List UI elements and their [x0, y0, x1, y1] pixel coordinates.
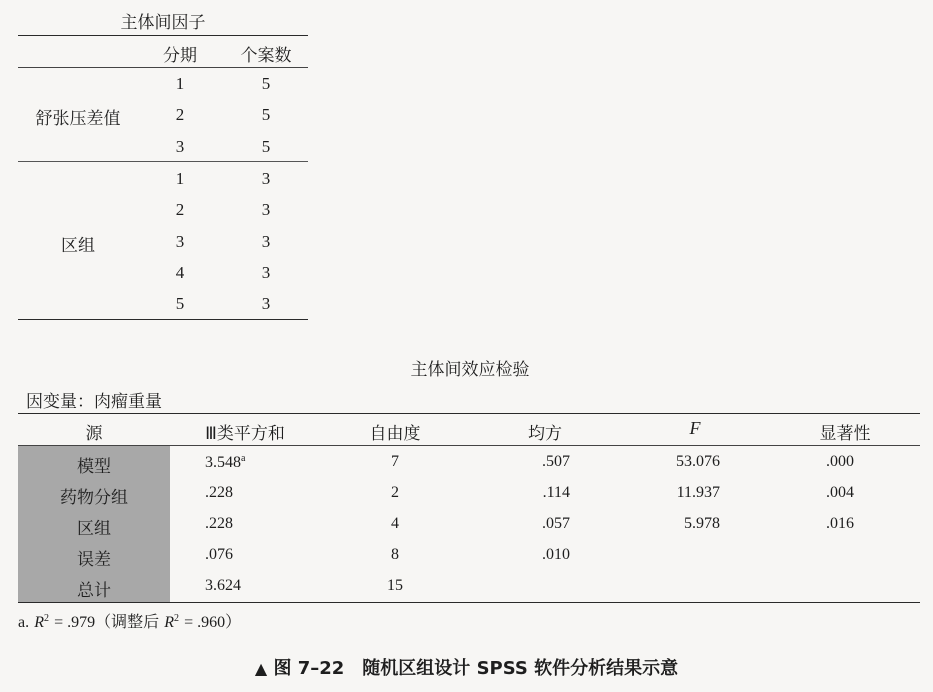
source-cell: 区组	[77, 519, 111, 539]
ss-cell: .076	[205, 546, 233, 563]
table1-period-cell: 5	[175, 294, 185, 313]
table1-header-period: 分期	[163, 46, 197, 66]
table1-group-rule	[18, 161, 308, 162]
table1-period-cell: 3	[175, 137, 185, 156]
table1-top-rule	[18, 35, 308, 36]
f-cell: 11.937	[676, 484, 720, 501]
table2-header-source: 源	[85, 424, 103, 444]
ms-cell: .507	[542, 453, 570, 470]
table2-bottom-rule	[18, 602, 920, 603]
df-cell: 2	[391, 484, 399, 501]
source-cell: 误差	[77, 550, 111, 570]
ms-cell: .114	[542, 484, 570, 501]
ss-cell: .228	[205, 484, 233, 501]
triangle-icon: ▲	[254, 659, 268, 678]
table2-top-rule	[18, 413, 920, 414]
table2-header-df: 自由度	[369, 424, 421, 444]
df-cell: 8	[391, 546, 399, 563]
source-cell: 模型	[77, 457, 111, 477]
table1-count-cell: 3	[261, 232, 271, 251]
table2-header-ms: 均方	[528, 424, 562, 444]
caption-text: 图 7–22 随机区组设计 SPSS 软件分析结果示意	[273, 658, 679, 679]
table2-header-f: F	[689, 418, 701, 438]
source-cell: 药物分组	[60, 488, 128, 508]
df-cell: 15	[387, 577, 403, 594]
dependent-variable-label: 因变量：肉瘤重量	[26, 392, 162, 412]
table1-period-cell: 4	[175, 263, 185, 282]
table1-header-rule	[18, 67, 308, 68]
table1-group-label: 舒张压差值	[35, 109, 121, 129]
df-cell: 7	[391, 453, 399, 470]
f-cell: 5.978	[684, 515, 720, 532]
table2-header-sig: 显著性	[819, 424, 871, 444]
r-squared-footnote: a. $R^2 = .979$（调整后 $R^2 = .960$）	[18, 612, 242, 631]
table1-period-cell: 3	[175, 232, 185, 251]
table1-count-cell: 5	[261, 137, 271, 156]
table1-count-cell: 5	[261, 105, 271, 124]
between-subjects-effects-title: 主体间效应检验	[410, 360, 530, 380]
table1-period-cell: 2	[175, 200, 185, 219]
f-cell: 53.076	[676, 453, 720, 470]
sig-cell: .004	[826, 484, 854, 501]
table1-count-cell: 3	[261, 263, 271, 282]
ss-cell: 3.548$^a$	[205, 453, 246, 471]
figure-caption	[0, 654, 933, 680]
source-cell: 总计	[77, 581, 111, 601]
table1-group-label: 区组	[61, 236, 95, 256]
table1-period-cell: 1	[175, 74, 185, 93]
sig-cell: .000	[826, 453, 854, 470]
ss-cell: 3.624	[205, 577, 241, 594]
table1-count-cell: 3	[261, 200, 271, 219]
ms-cell: .057	[542, 515, 570, 532]
ms-cell: .010	[542, 546, 570, 563]
between-subjects-factors-title: 主体间因子	[120, 13, 206, 33]
df-cell: 4	[391, 515, 399, 532]
footnote-marker: a	[241, 453, 246, 464]
ss-cell: .228	[205, 515, 233, 532]
sig-cell: .016	[826, 515, 854, 532]
table1-period-cell: 1	[175, 169, 185, 188]
table1-header-count: 个案数	[240, 46, 292, 66]
table1-count-cell: 5	[261, 74, 271, 93]
table2-header-ss: Ⅲ类平方和	[205, 424, 285, 444]
table1-period-cell: 2	[175, 105, 185, 124]
table1-count-cell: 3	[261, 294, 271, 313]
table1-bottom-rule	[18, 319, 308, 320]
table1-count-cell: 3	[261, 169, 271, 188]
